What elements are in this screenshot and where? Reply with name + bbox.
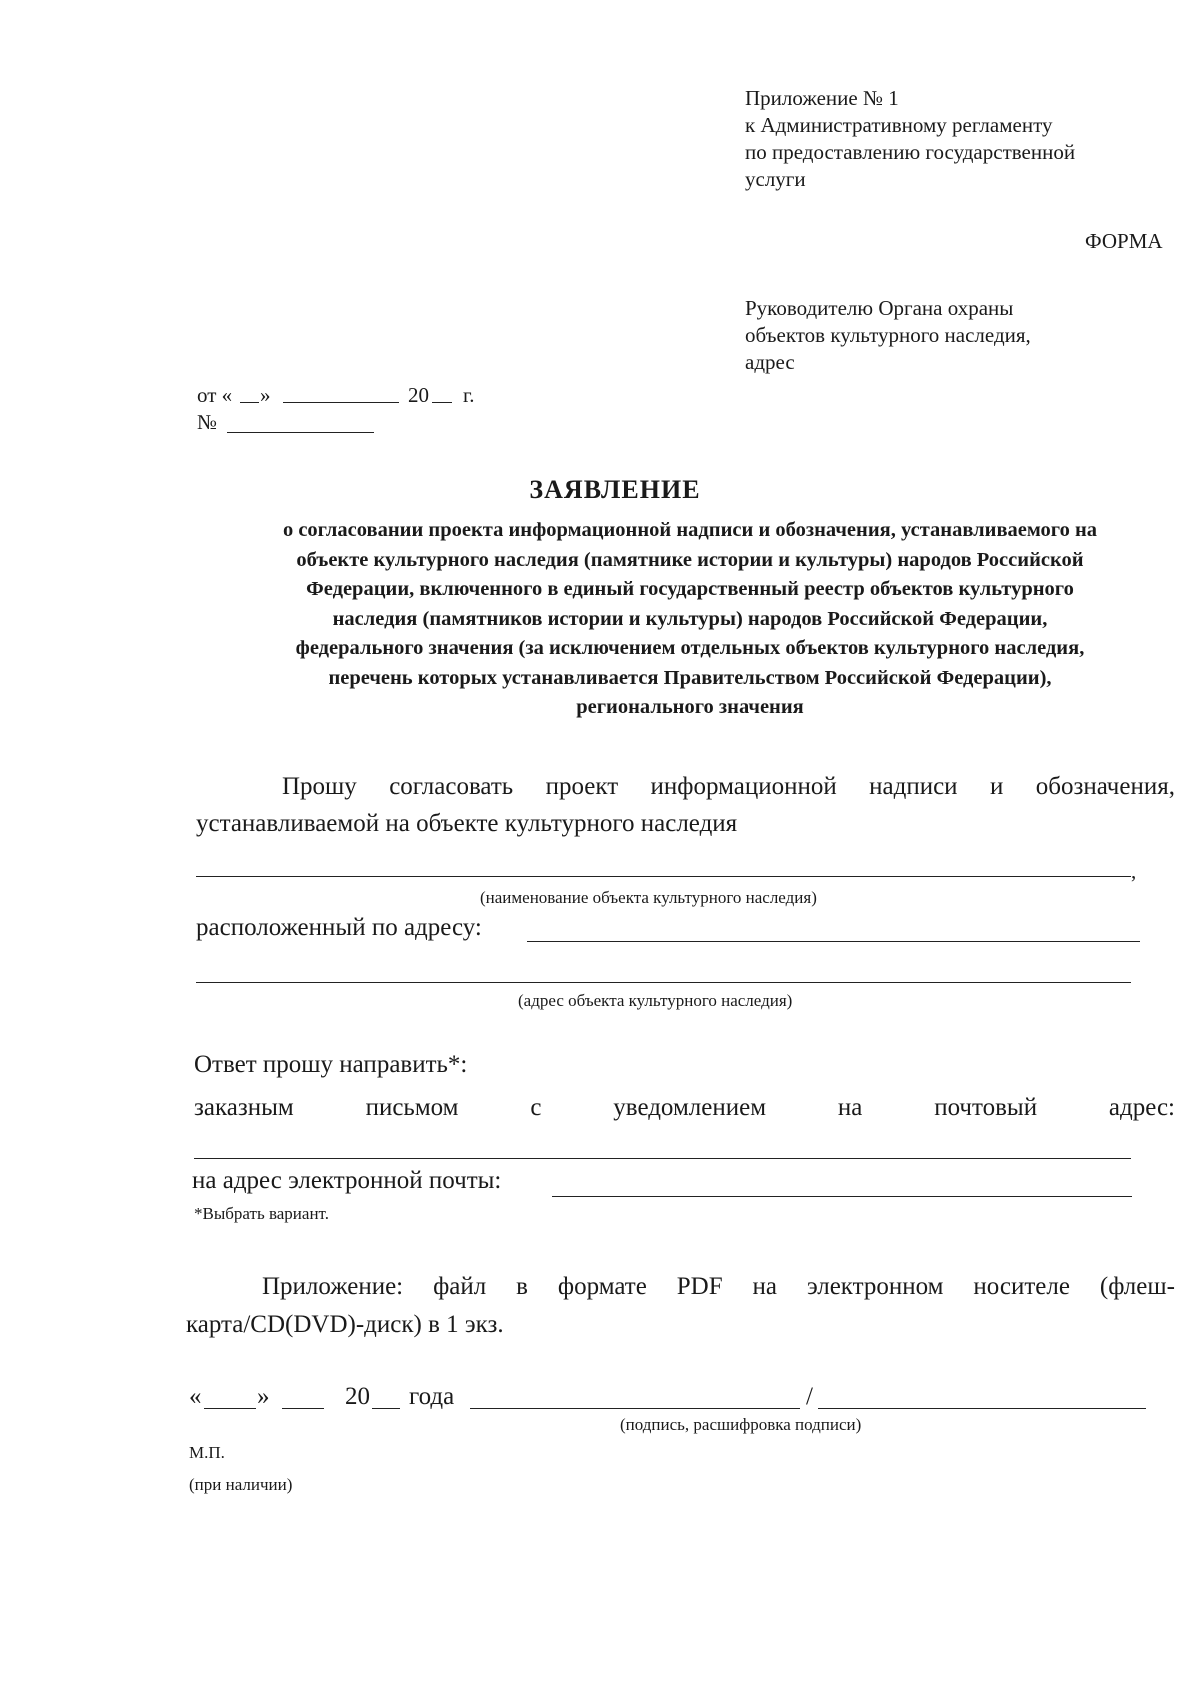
word: заказным	[194, 1094, 294, 1121]
appendix-line: к Административному регламенту	[745, 113, 1053, 137]
subtitle-line: федерального значения (за исключением отдельных объектов культурного наследия,	[295, 637, 1085, 659]
document-subtitle	[195, 516, 1185, 723]
appendix-line: по предоставлению государственной	[745, 140, 1076, 164]
word: PDF	[676, 1273, 723, 1300]
subtitle-line: объекте культурного наследия (памятнике истории и культуры) народов Российской	[296, 548, 1084, 571]
addressee-line: Руководителю Органа охраны	[745, 296, 1014, 320]
appendix-line: услуги	[745, 167, 806, 191]
word: надписи	[869, 773, 958, 800]
page-title: ЗАЯВЛЕНИЕ	[529, 475, 701, 504]
word: и	[989, 773, 1004, 800]
word: проект	[545, 773, 619, 800]
object-name-blank[interactable]	[196, 876, 1131, 877]
request-line-1	[282, 772, 1175, 802]
addressee-block	[745, 295, 1031, 376]
number-blank[interactable]	[227, 432, 374, 433]
word: адрес:	[1108, 1094, 1175, 1121]
address-blank-1[interactable]	[527, 941, 1140, 942]
word: электронном	[806, 1273, 944, 1300]
stamp-note: (при наличии)	[189, 1475, 293, 1494]
word: информационной	[650, 773, 837, 800]
sig-close-quote: »	[257, 1383, 270, 1410]
word: на	[837, 1094, 863, 1121]
attachment-line-2: карта/CD(DVD)-диск) в 1 экз.	[186, 1311, 504, 1338]
email-label: на адрес электронной почты:	[192, 1167, 502, 1194]
signature-caption: (подпись, расшифровка подписи)	[620, 1415, 862, 1434]
sig-open-quote: «	[189, 1383, 202, 1410]
mail-option-line	[194, 1093, 1175, 1123]
sig-month-blank[interactable]	[282, 1408, 324, 1409]
word: носителе	[973, 1273, 1070, 1300]
footnote: *Выбрать вариант.	[194, 1204, 329, 1223]
word: обозначения,	[1035, 773, 1175, 800]
subtitle-line: Федерации, включенного в единый государственный реестр объектов культурного	[306, 578, 1074, 600]
word: с	[530, 1094, 542, 1121]
object-name-comma: ,	[1131, 859, 1137, 883]
word: согласовать	[389, 773, 514, 800]
word: на	[752, 1273, 778, 1300]
addressee-line: объектов культурного наследия,	[745, 323, 1031, 347]
sig-year-word: года	[409, 1383, 455, 1410]
word: Прошу	[282, 773, 357, 800]
date-year-prefix: 20	[408, 383, 429, 407]
signature-blank[interactable]	[470, 1408, 800, 1409]
word: почтовый	[934, 1094, 1038, 1121]
reply-label: Ответ прошу направить*:	[194, 1051, 468, 1078]
word: (флеш-	[1099, 1273, 1175, 1300]
word: файл	[433, 1273, 487, 1300]
stamp-label: М.П.	[189, 1443, 225, 1462]
attachment-line-1	[262, 1272, 1175, 1302]
word: в	[516, 1273, 528, 1300]
word: формате	[557, 1273, 647, 1300]
month-blank[interactable]	[283, 402, 399, 403]
sig-year-blank[interactable]	[372, 1408, 400, 1409]
subtitle-line: регионального значения	[576, 696, 804, 718]
word: письмом	[365, 1094, 459, 1121]
object-name-caption: (наименование объекта культурного наследия)	[480, 888, 817, 907]
address-caption: (адрес объекта культурного наследия)	[518, 991, 793, 1010]
sig-day-blank[interactable]	[204, 1408, 256, 1409]
sig-slash: /	[806, 1383, 813, 1410]
subtitle-line: наследия (памятников истории и культуры) народов Российской Федерации,	[332, 607, 1048, 630]
date-from-prefix: от «	[197, 383, 233, 407]
day-blank[interactable]	[240, 402, 259, 403]
signature-name-blank[interactable]	[818, 1408, 1146, 1409]
date-year-suffix: г.	[463, 383, 475, 407]
addressee-line: адрес	[745, 350, 795, 374]
appendix-block	[745, 85, 1075, 193]
word: Приложение:	[262, 1273, 404, 1300]
email-blank[interactable]	[552, 1196, 1132, 1197]
date-quote-close: »	[260, 383, 271, 407]
word: уведомлением	[613, 1094, 767, 1121]
forma-label: ФОРМА	[1085, 229, 1163, 253]
year-blank[interactable]	[432, 402, 452, 403]
appendix-line: Приложение № 1	[745, 86, 899, 110]
subtitle-line: о согласовании проекта информационной надписи и обозначения, устанавливаемого на	[282, 519, 1098, 541]
postal-address-blank[interactable]	[194, 1158, 1131, 1159]
located-label: расположенный по адресу:	[196, 914, 482, 941]
subtitle-line: перечень которых устанавливается Правительством Российской Федерации),	[328, 666, 1052, 689]
address-blank-2[interactable]	[196, 982, 1131, 983]
number-label: №	[197, 410, 218, 434]
request-line-2: устанавливаемой на объекте культурного наследия	[196, 810, 738, 837]
sig-year-prefix: 20	[345, 1383, 370, 1410]
